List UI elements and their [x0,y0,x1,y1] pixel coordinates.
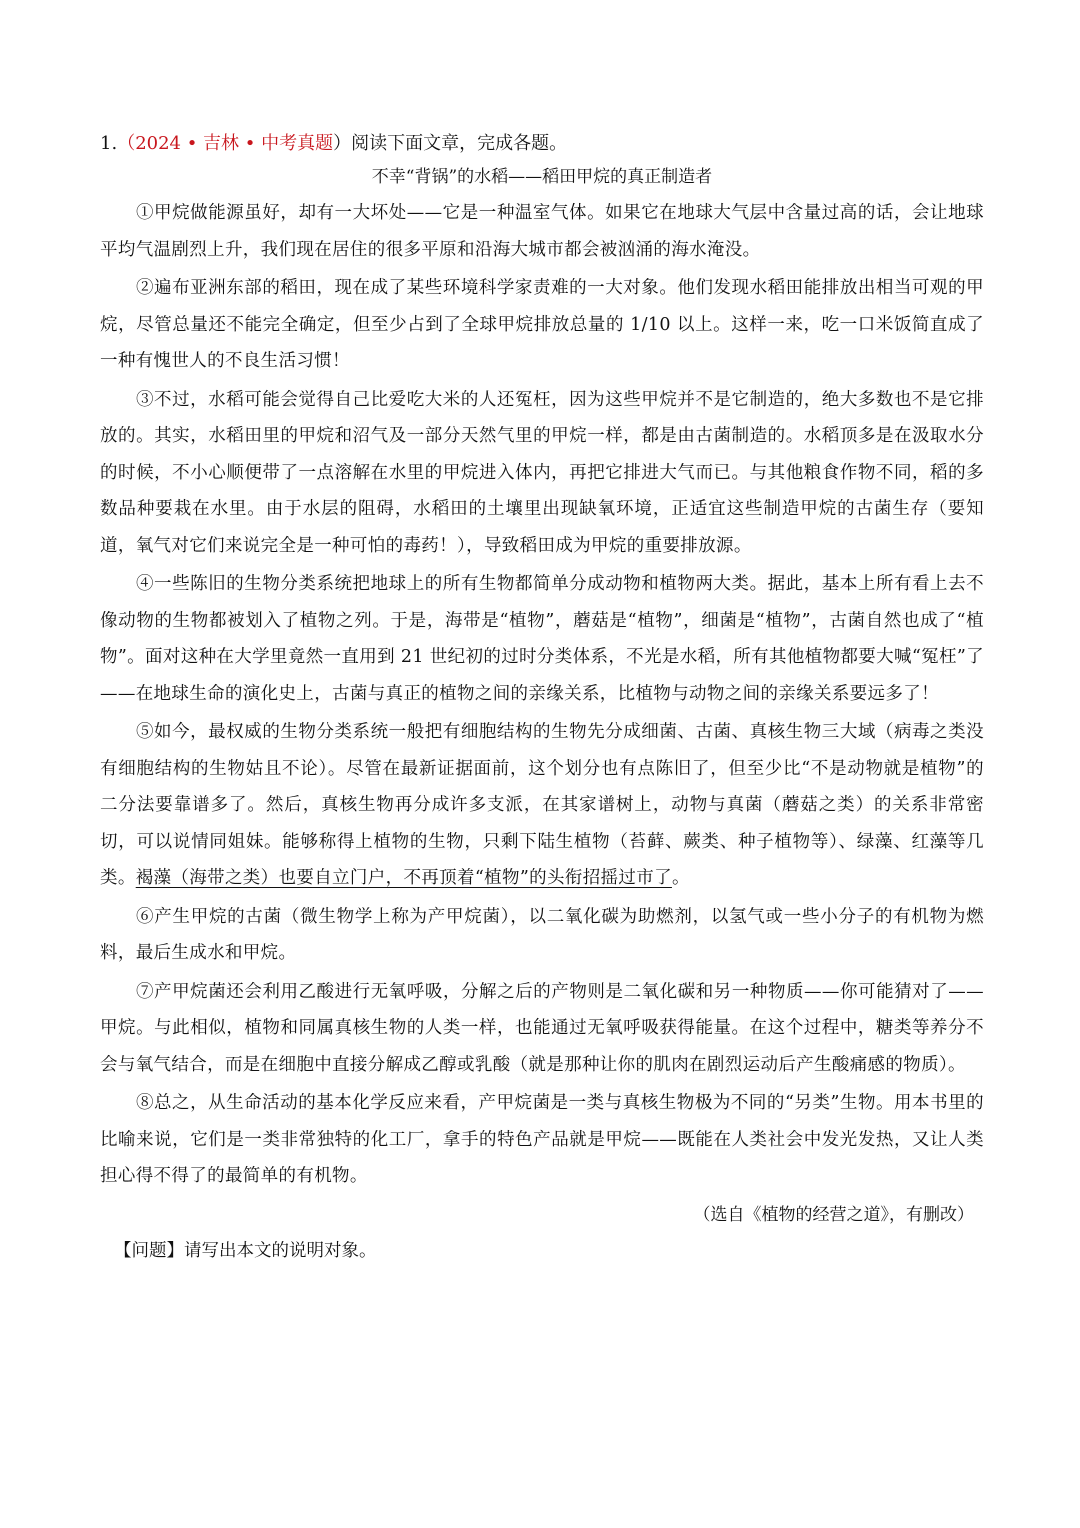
question-prompt [100,1233,984,1269]
paragraph-3: ③不过，水稻可能会觉得自己比爱吃大米的人还冤枉，因为这些甲烷并不是它制造的，绝大多数也不是它排放的。其实，水稻田里的甲烷和沼气及一部分天然气里的甲烷一样，都是由古菌制造的。水稻顶多是在汲取水分的时候，不小心顺便带了一点溶解在水里的甲烷进入体内，再把它排进大气而已。与其他粮食作物不同，稻的多数品种要栽在水里。由于水层的阻碍，水稻田的土壤里出现缺氧环境，正适宜这些制造甲烷的古菌生存（要知道，氧气对它们来说完全是一种可怕的毒药！），导致稻田成为甲烷的重要排放源。 [100,389,984,556]
article-title: 不幸“背锅”的水稻——稻田甲烷的真正制造者 [371,167,713,187]
paragraph-8: ⑧总之，从生命活动的基本化学反应来看，产甲烷菌是一类与真核生物极为不同的“另类”生物。用本书里的比喻来说，它们是一类非常独特的化工厂，拿手的特色产品就是甲烷——既能在人类社会中发光发热，又让人类担心得不得了的最简单的有机物。 [100,1093,984,1186]
question-text: 请写出本文的说明对象。 [184,1240,377,1261]
paragraph-5-end: 。 [671,868,690,888]
paragraph-1: ①甲烷做能源虽好，却有一大坏处——它是一种温室气体。如果它在地球大气层中含量过高的话，会让地球平均气温剧烈上升，我们现在居住的很多平原和沿海大城市都会被汹涌的海水淹没。 [100,203,984,260]
question-source: 2024 • 吉林 • 中考真题 [135,133,334,154]
paragraph-5 [100,714,984,897]
paragraph-7: ⑦产甲烷菌还会利用乙酸进行无氧呼吸，分解之后的产物则是二氧化碳和另一种物质——你可能猜对了——甲烷。与此相似，植物和同属真核生物的人类一样，也能通过无氧呼吸获得能量。在这个过程中，糖类等养分不会与氧气结合，而是在细胞中直接分解成乙醇或乳酸（就是那种让你的肌肉在剧烈运动后产生酸痛感的物质）。 [100,981,984,1075]
question-number: 1. [100,133,118,154]
paragraph-6: ⑥产生甲烷的古菌（微生物学上称为产甲烷菌），以二氧化碳为助燃剂，以氢气或一些小分子的有机物为燃料，最后生成水和甲烷。 [100,906,984,963]
question-source-open: （ [117,133,136,154]
underlined-sentence: 褐藻（海带之类）也要自立门户，不再顶着“植物”的头衔招摇过市了 [135,868,672,888]
article-source: （选自《植物的经营之道》，有删改） [693,1204,974,1225]
paragraph-2: ②遍布亚洲东部的稻田，现在成了某些环境科学家责难的一大对象。他们发现水稻田能排放出相当可观的甲烷，尽管总量还不能完全确定，但至少占到了全球甲烷排放总量的 1/10 以上。这样一来，吃一口米饭简直成了一种有愧世人的不良生活习惯！ [100,278,984,371]
question-label: 【问题】 [114,1240,184,1261]
question-source-close: ） [333,133,352,154]
question-header [100,128,984,160]
document-page [100,128,984,1269]
question-instruction: 阅读下面文章，完成各题。 [351,133,568,154]
paragraph-5-text: ⑤如今，最权威的生物分类系统一般把有细胞结构的生物先分成细菌、古菌、真核生物三大域（病毒之类没有细胞结构的生物姑且不论）。尽管在最新证据面前，这个划分也有点陈旧了，但至少比“不是动物就是植物”的二分法要靠谱多了。然后，真核生物再分成许多支派，在其家谱树上，动物与真菌（蘑菇之类）的关系非常密切，可以说情同姐妹。能够称得上植物的生物，只剩下陆生植物（苔藓、蕨类、种子植物等）、绿藻、红藻等几类。 [100,722,984,888]
paragraph-4: ④一些陈旧的生物分类系统把地球上的所有生物都简单分成动物和植物两大类。据此，基本上所有看上去不像动物的生物都被划入了植物之列。于是，海带是“植物”，蘑菇是“植物”，细菌是“植物”，古菌自然也成了“植物”。面对这种在大学里竟然一直用到 21 世纪初的过时分类体系，不光是水稻，所有其他植物都要大喊“冤枉”了——在地球生命的演化史上，古菌与真正的植物之间的亲缘关系，比植物与动物之间的亲缘关系要远多了！ [100,574,984,704]
